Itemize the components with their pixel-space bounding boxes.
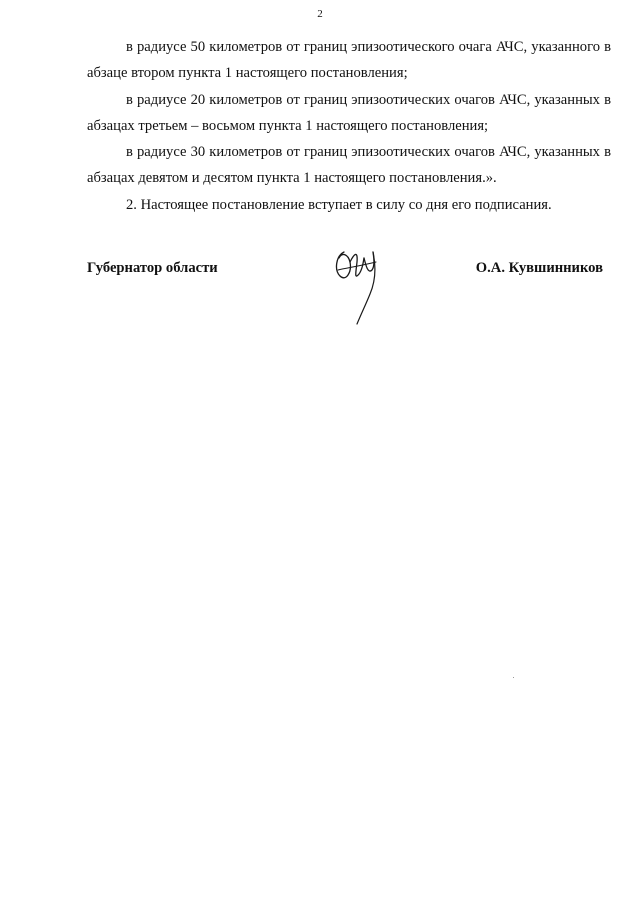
document-body (87, 34, 611, 218)
signatory-title: Губернатор области (87, 260, 218, 276)
paragraph-radius-30: в радиусе 30 километров от границ эпизоотических очагов АЧС, указанных в абзацах девятом и десятом пункта 1 настоящего постановления.». (87, 144, 611, 187)
handwritten-signature-icon (330, 240, 388, 330)
signatory-name: О.А. Кувшинников (475, 260, 603, 276)
paragraph-radius-50: в радиусе 50 километров от границ эпизоотического очага АЧС, указанного в абзаце втором пункта 1 настоящего постановления; (87, 39, 611, 82)
signature-block (87, 258, 611, 338)
page-number: 2 (317, 8, 323, 20)
scan-artifact (513, 677, 514, 678)
paragraph-effective-date: 2. Настоящее постановление вступает в силу со дня его подписания. (126, 196, 552, 213)
paragraph-radius-20: в радиусе 20 километров от границ эпизоотических очагов АЧС, указанных в абзацах третьем – восьмом пункта 1 настоящего постановления; (87, 91, 611, 134)
